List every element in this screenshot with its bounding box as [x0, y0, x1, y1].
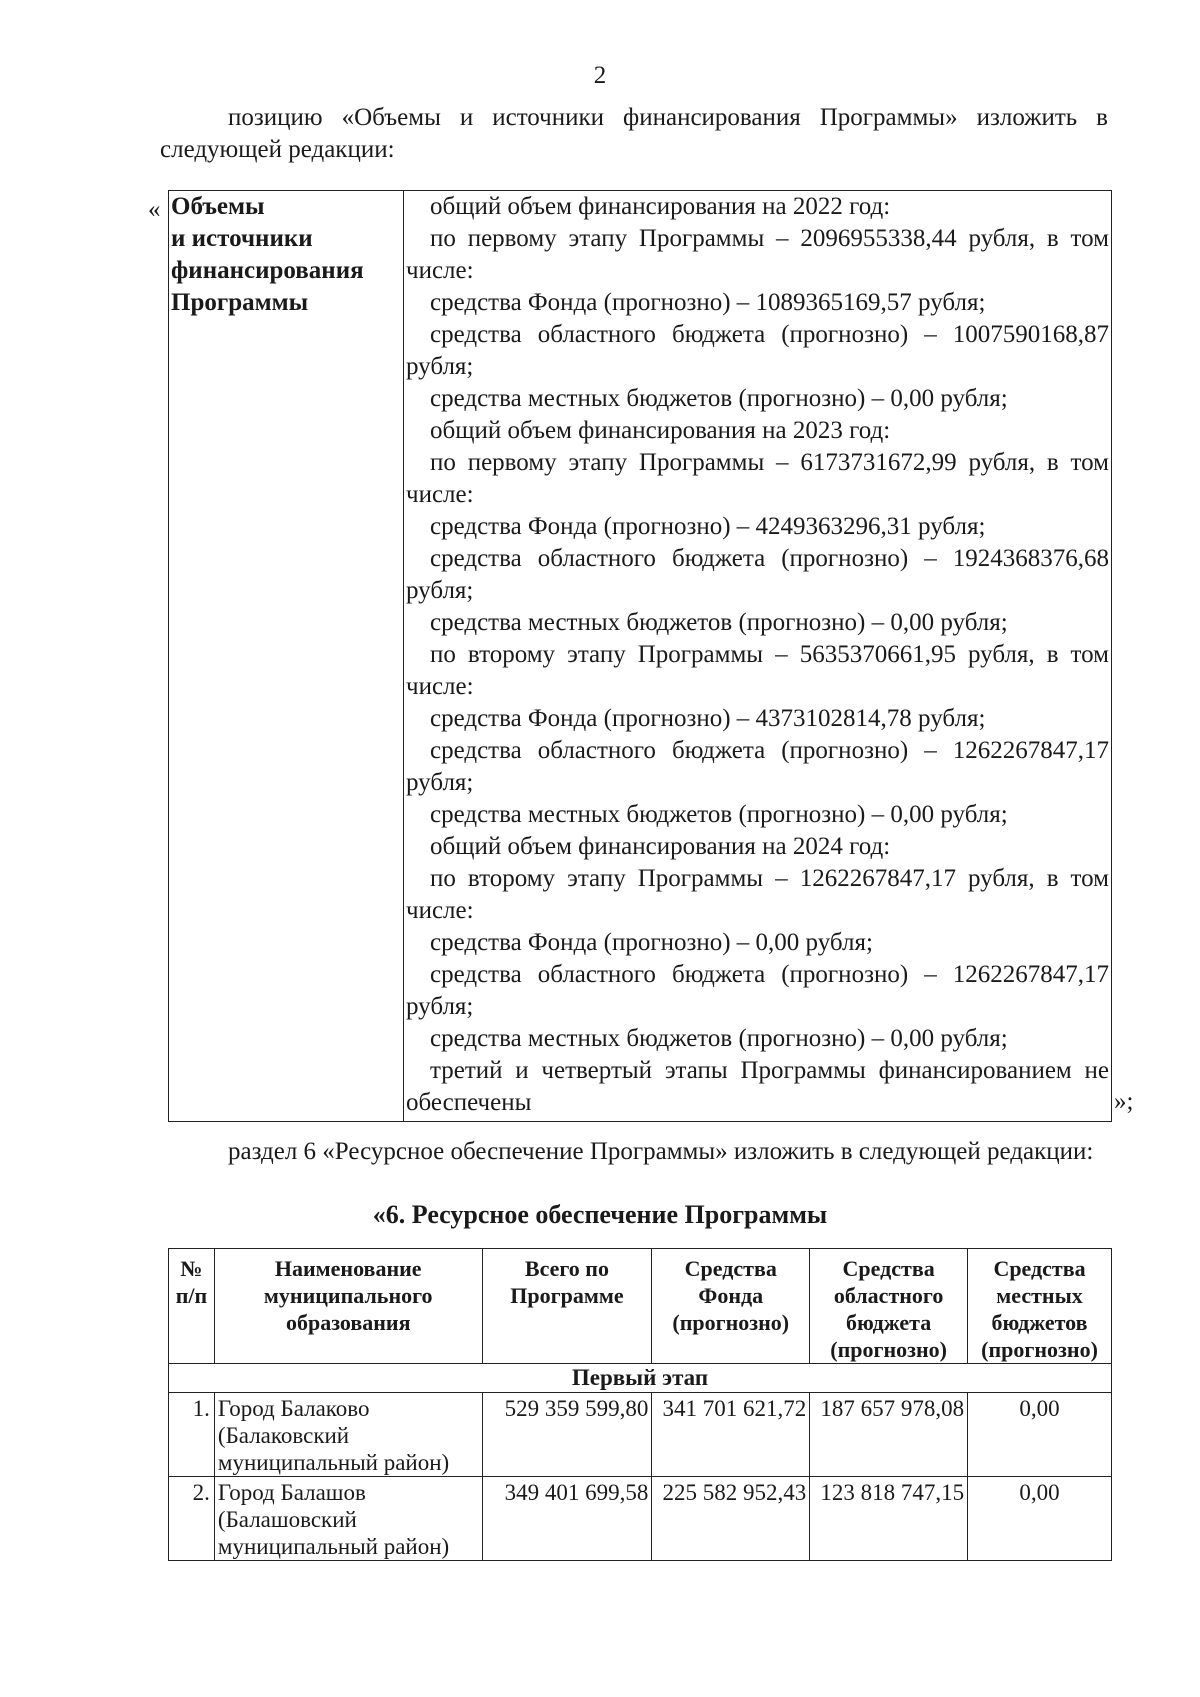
page-number: 2 — [593, 62, 607, 89]
passport-paragraph: общий объем финансирования на 2024 год: — [430, 833, 891, 860]
passport-paragraph: средства Фонда (прогнозно) – 0,00 рубля; — [430, 929, 873, 956]
passport-paragraph: средства Фонда (прогнозно) – 4373102814,78 рубля; — [430, 705, 986, 732]
passport-paragraph: средства областного бюджета (прогнозно) – 1007590168,87 рубля; — [406, 321, 1109, 380]
table-row — [169, 1393, 1112, 1477]
passport-paragraph: общий объем финансирования на 2023 год: — [430, 417, 891, 444]
passport-paragraph: общий объем финансирования на 2022 год: — [430, 193, 891, 220]
row-local: 0,00 — [968, 1393, 1112, 1477]
passport-label-line: и источники — [171, 225, 313, 252]
passport-paragraph: по второму этапу Программы – 5635370661,95 рубля, в том числе: — [406, 641, 1109, 700]
row-fund: 225 582 952,43 — [652, 1477, 810, 1561]
passport-paragraph: средства областного бюджета (прогнозно) – 1262267847,17 рубля; — [406, 737, 1109, 796]
row-num: 2. — [169, 1477, 215, 1561]
passport-label-line: Объемы — [171, 193, 265, 220]
passport-paragraph: третий и четвертый этапы Программы финансированием не обеспечены — [406, 1057, 1109, 1116]
header-fund: Средства Фонда (прогнозно) — [652, 1249, 810, 1364]
section-intro-paragraph — [160, 1136, 1108, 1168]
passport-label-cell — [169, 191, 404, 1122]
header-num: № п/п — [169, 1249, 215, 1364]
passport-paragraph: средства Фонда (прогнозно) – 1089365169,57 рубля; — [430, 289, 986, 316]
passport-paragraph: по первому этапу Программы – 6173731672,99 рубля, в том числе: — [406, 449, 1109, 508]
passport-paragraph: по первому этапу Программы – 2096955338,44 рубля, в том числе: — [406, 225, 1109, 284]
table-header-row — [169, 1249, 1112, 1364]
intro-paragraph — [160, 102, 1108, 166]
header-local: Средства местных бюджетов (прогнозно) — [968, 1249, 1112, 1364]
passport-label-line: финансирования — [171, 257, 364, 284]
row-regional: 123 818 747,15 — [810, 1477, 968, 1561]
header-regional: Средства областного бюджета (прогнозно) — [810, 1249, 968, 1364]
passport-paragraph: средства местных бюджетов (прогнозно) – 0,00 рубля; — [430, 609, 1008, 636]
row-local: 0,00 — [968, 1477, 1112, 1561]
passport-paragraph: средства местных бюджетов (прогнозно) – 0,00 рубля; — [430, 1025, 1008, 1052]
passport-paragraph: средства местных бюджетов (прогнозно) – 0,00 рубля; — [430, 385, 1008, 412]
row-regional: 187 657 978,08 — [810, 1393, 968, 1477]
passport-paragraph: средства Фонда (прогнозно) – 4249363296,31 рубля; — [430, 513, 986, 540]
row-name: Город Балашов (Балашовский муниципальный район) — [214, 1477, 482, 1561]
row-total: 349 401 699,58 — [482, 1477, 652, 1561]
passport-paragraph: по второму этапу Программы – 1262267847,17 рубля, в том числе: — [406, 865, 1109, 924]
header-name: Наименование муниципального образования — [214, 1249, 482, 1364]
row-name: Город Балаково (Балаковский муниципальный район) — [214, 1393, 482, 1477]
row-fund: 341 701 621,72 — [652, 1393, 810, 1477]
passport-paragraph: средства областного бюджета (прогнозно) – 1262267847,17 рубля; — [406, 961, 1109, 1020]
row-total: 529 359 599,80 — [482, 1393, 652, 1477]
table-row — [169, 1477, 1112, 1561]
passport-content-cell — [404, 191, 1112, 1122]
stage-row — [169, 1364, 1112, 1393]
passport-open-quote: « — [148, 196, 161, 223]
passport-label-line: Программы — [171, 289, 309, 316]
section-title: «6. Ресурсное обеспечение Программы — [372, 1200, 828, 1229]
passport-paragraph: средства областного бюджета (прогнозно) – 1924368376,68 рубля; — [406, 545, 1109, 604]
row-num: 1. — [169, 1393, 215, 1477]
section-intro-text: раздел 6 «Ресурсное обеспечение Программы» изложить в следующей редакции: — [228, 1138, 1094, 1165]
stage-label: Первый этап — [169, 1364, 1112, 1393]
intro-text: позицию «Объемы и источники финансирования Программы» изложить в следующей редакции: — [160, 104, 1108, 163]
passport-paragraph: средства местных бюджетов (прогнозно) – 0,00 рубля; — [430, 801, 1008, 828]
header-total: Всего по Программе — [482, 1249, 652, 1364]
passport-close-quote: »; — [1114, 1088, 1134, 1115]
passport-table — [168, 190, 1112, 1122]
resources-table — [168, 1248, 1112, 1561]
